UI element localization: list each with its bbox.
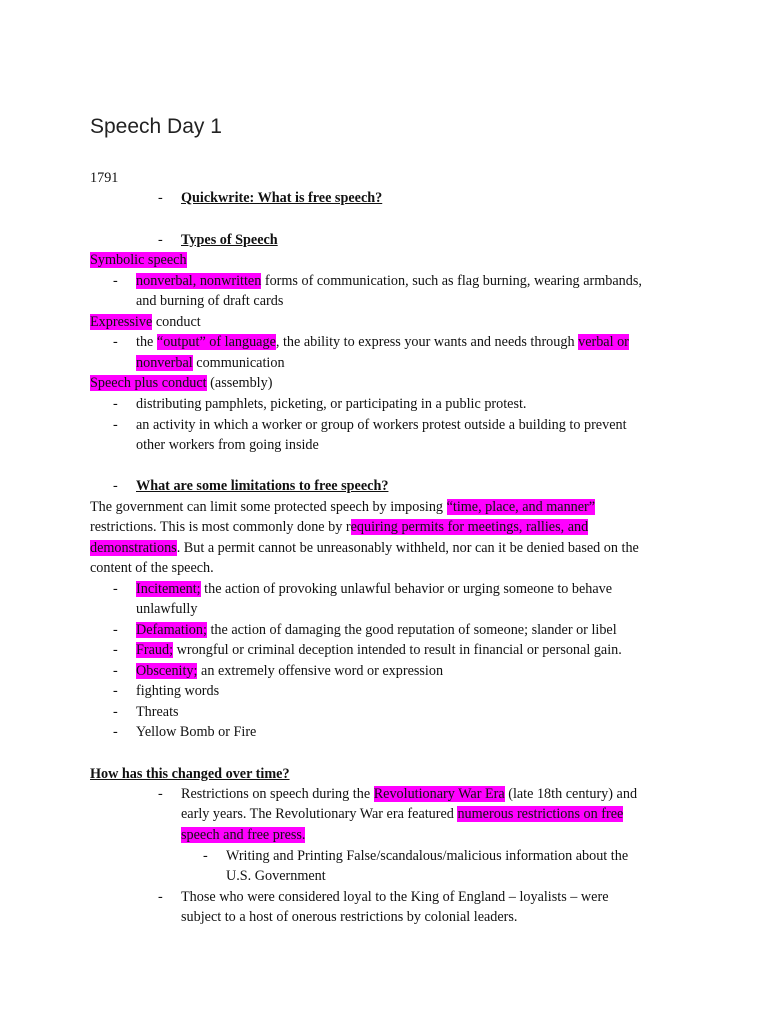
expressive-bullet-cont: nonverbal communication <box>136 355 285 371</box>
bullet-dash: - <box>158 786 163 802</box>
limit-incitement-cont: unlawfully <box>136 601 198 617</box>
changed-bullet-2: Those who were considered loyal to the King of England – loyalists – were <box>181 889 609 905</box>
bullet-dash: - <box>113 581 118 597</box>
gov-paragraph-line: demonstrations. But a permit cannot be unreasonably withheld, nor can it be denied based on the <box>90 540 639 556</box>
quickwrite-heading: Quickwrite: What is free speech? <box>181 190 383 206</box>
types-heading: Types of Speech <box>181 232 278 248</box>
bullet-dash: - <box>113 396 118 412</box>
symbolic-bullet-cont: and burning of draft cards <box>136 293 284 309</box>
bullet-dash: - <box>158 190 163 206</box>
document-title: Speech Day 1 <box>90 115 222 138</box>
bullet-dash: - <box>113 334 118 350</box>
gov-paragraph-line: The government can limit some protected speech by imposing “time, place, and manner” <box>90 499 596 515</box>
gov-paragraph-line: content of the speech. <box>90 560 214 576</box>
limit-yellow-bomb: Yellow Bomb or Fire <box>136 724 257 740</box>
expressive-label: Expressive conduct <box>90 314 201 330</box>
bullet-dash: - <box>113 704 118 720</box>
limit-fighting-words: fighting words <box>136 683 220 699</box>
changed-bullet-1-cont: speech and free press. <box>181 827 306 843</box>
bullet-dash: - <box>113 417 118 433</box>
bullet-dash: - <box>113 663 118 679</box>
changed-sub-bullet: Writing and Printing False/scandalous/malicious information about the <box>226 848 629 864</box>
year-text: 1791 <box>90 170 119 186</box>
limitations-heading: What are some limitations to free speech? <box>136 478 389 494</box>
bullet-dash: - <box>113 478 118 494</box>
bullet-dash: - <box>158 232 163 248</box>
bullet-dash: - <box>113 273 118 289</box>
symbolic-label: Symbolic speech <box>90 252 187 268</box>
limit-threats: Threats <box>136 704 179 720</box>
limit-fraud: Fraud; wrongful or criminal deception intended to result in financial or personal gain. <box>136 642 622 658</box>
speech-plus-bullet-2-cont: other workers from going inside <box>136 437 319 453</box>
changed-bullet-1-cont: early years. The Revolutionary War era featured numerous restrictions on free <box>181 806 624 822</box>
bullet-dash: - <box>158 889 163 905</box>
bullet-dash: - <box>113 622 118 638</box>
gov-paragraph-line: restrictions. This is most commonly done by requiring permits for meetings, rallies, and <box>90 519 589 535</box>
expressive-bullet: the “output” of language, the ability to express your wants and needs through verbal or <box>136 334 629 350</box>
limit-incitement: Incitement; the action of provoking unlawful behavior or urging someone to behave <box>136 581 613 597</box>
bullet-dash: - <box>113 724 118 740</box>
bullet-dash: - <box>113 642 118 658</box>
speech-plus-bullet-1: distributing pamphlets, picketing, or participating in a public protest. <box>136 396 527 412</box>
speech-plus-bullet-2: an activity in which a worker or group of workers protest outside a building to prevent <box>136 417 627 433</box>
bullet-dash: - <box>113 683 118 699</box>
changed-bullet-2-cont: subject to a host of onerous restrictions by colonial leaders. <box>181 909 518 925</box>
changed-sub-bullet-cont: U.S. Government <box>226 868 326 884</box>
limit-obscenity: Obscenity; an extremely offensive word or expression <box>136 663 444 679</box>
symbolic-bullet: nonverbal, nonwritten forms of communication, such as flag burning, wearing armbands, <box>136 273 642 289</box>
changed-bullet-1: Restrictions on speech during the Revolutionary War Era (late 18th century) and <box>181 786 638 802</box>
changed-heading: How has this changed over time? <box>90 766 290 782</box>
bullet-dash: - <box>203 848 208 864</box>
speech-plus-label: Speech plus conduct (assembly) <box>90 375 273 391</box>
limit-defamation: Defamation; the action of damaging the good reputation of someone; slander or libel <box>136 622 617 638</box>
